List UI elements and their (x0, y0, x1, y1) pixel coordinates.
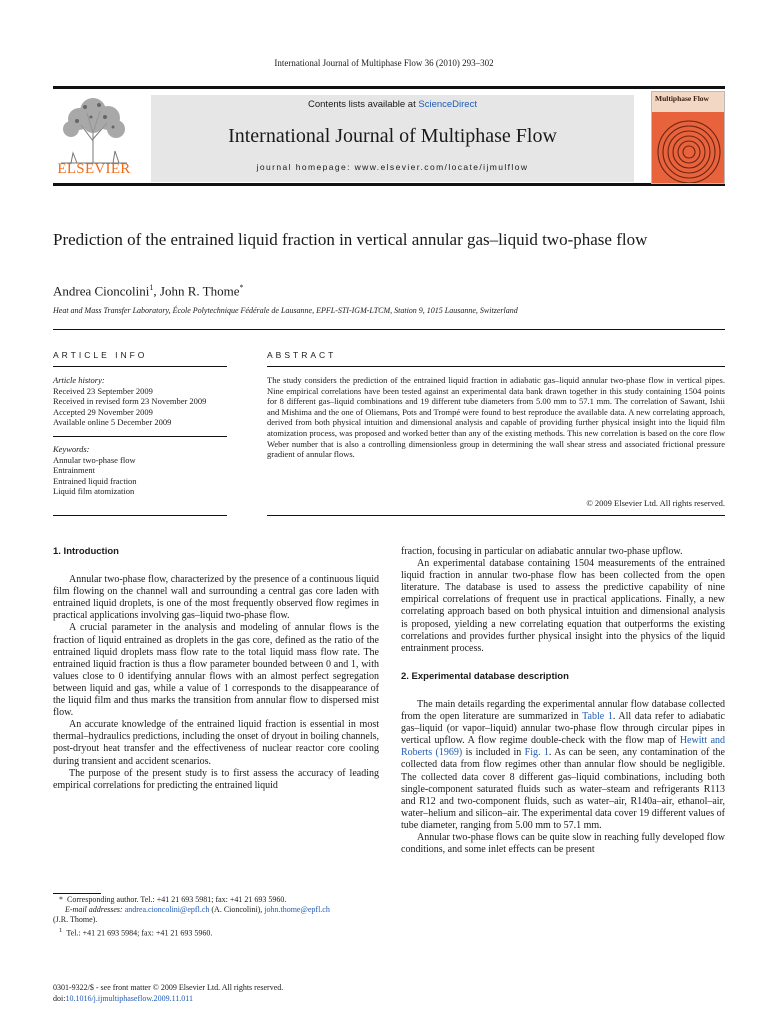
email-link-thome[interactable]: john.thome@epfl.ch (264, 905, 330, 915)
article-history (53, 375, 227, 428)
email-label: E-mail addresses: (65, 905, 123, 915)
body-paragraph: A crucial parameter in the analysis and modeling of annular flows is the fraction of liquid entrained as droplets in the gas core, defined as the ratio of the entrained liquid droplets mass flow rate to the total liquid mass flow rate. The entrained liquid fraction is thus a flow parameter bounded between 0 and 1, with values close to 0 identifying annular flows with an almost perfect segregation between liquid and gas, while a value of 1 corresponds to the disappearance of the liquid film and thus marks the transition from annular flow to dispersed mist flow. (53, 622, 379, 719)
footnote-text: Tel.: +41 21 693 5984; fax: +41 21 693 5960. (66, 928, 213, 938)
author-separator: , (153, 283, 160, 299)
footnote-corresponding (53, 895, 379, 905)
article-info-heading: ARTICLE INFO (53, 350, 148, 360)
footnotes (53, 895, 379, 938)
history-item: Accepted 29 November 2009 (53, 406, 153, 417)
elsevier-tree-icon (53, 93, 135, 165)
footnote-divider (53, 893, 101, 894)
paper-title: Prediction of the entrained liquid fraction in vertical annular gas–liquid two-phase flow (53, 230, 648, 249)
author-thome[interactable]: John R. Thome (159, 283, 240, 299)
history-item: Received 23 September 2009 (53, 385, 153, 396)
section-title: 1. Introduction (53, 546, 119, 557)
journal-title: International Journal of Multiphase Flow (228, 125, 557, 147)
elsevier-wordmark: ELSEVIER (57, 161, 131, 177)
paragraph-text: The main details regarding the experimental annular flow database collected from the open literature are summarized in (401, 698, 725, 723)
divider (53, 436, 227, 437)
body-paragraph: The purpose of the present study is to first assess the accuracy of leading empirical correlations for predicting the entrained liquid (53, 767, 379, 791)
body-paragraph: An accurate knowledge of the entrained liquid fraction is essential in most thermal–hydraulics predictions, including the onset of dryout in boiling channels, post-dryout heat transfer and the effectiveness of nuclear reactor core cooling during transient and accident scenarios. (53, 719, 379, 767)
footnote-text: Corresponding author. Tel.: +41 21 693 5981; fax: +41 21 693 5960. (67, 895, 287, 904)
body-paragraph: An experimental database containing 1504 measurements of the entrained liquid fraction in annular two-phase flow has been collected from the open literature. The database is used to assess the predictive capability of nine empirical correlations of frequent use in practical applications. Finally, a new correlating approach based on both physical intuition and dimensional analysis is proposed, yielding a new correlating equation that outperforms the existing correlations and provides further physical insight into the physics of the liquid entrainment process. (401, 558, 725, 654)
table-1-link[interactable]: Table 1 (582, 711, 613, 723)
cover-title: Multiphase Flow (655, 94, 709, 103)
email-owner: (J.R. Thome). (53, 915, 98, 925)
history-item: Received in revised form 23 November 2009 (53, 396, 207, 406)
contents-prefix: Contents lists available at (308, 99, 419, 110)
abstract-text: The study considers the prediction of the entrained liquid fraction in adiabatic gas–liquid annular two-phase flow in vertical pipes. Nine empirical correlations have been tested against an experimental data bank drawn together in this study containing 1504 points for 8 different gas–liquid combinations and 19 different tube diameters from 5.00 mm to 57.1 mm. The correlation of Sawant, Ishii and Mishima and the one of Oliemans, Pots and Trompé were found to best reproduce the available data. A new correlating approach, derived from both physical intuition and dimensional analysis and capable of providing further physical insight into the liquid film atomization process, was proposed and worked better than any of the existing methods. This new correlation is based on the core flow Weber number that is also a controlling dimensionless group in determining the wall shear stress and associated frictional pressure gradient of annular flows. (267, 375, 725, 460)
author-footnote-mark[interactable]: 1 (149, 283, 154, 292)
affiliation: Heat and Mass Transfer Laboratory, École Polytechnique Fédérale de Lausanne, EPFL-STI-IGM-LTCM, Station 9, 1015 Lausanne, Switzerland (53, 306, 518, 315)
doi-prefix: doi: (53, 994, 66, 1003)
corresponding-author-mark[interactable]: * (239, 283, 244, 292)
sciencedirect-link[interactable]: ScienceDirect (418, 99, 477, 110)
email-link-cioncolini[interactable]: andrea.cioncolini@epfl.ch (124, 905, 210, 915)
doi-line (53, 993, 283, 1004)
divider (267, 366, 725, 367)
paragraph-text: . As can be seen, any contamination of the collected data from flow regimes other than annular flow should be negligible. The collected data cover 8 different gas–liquid combinations, including both single-component saturated fluids such as water–steam and refrigerants R113 and R12 and two-component fluids, such as water–air, R140a–air, ethanol–air, water–helium and silicon–air. The experimental data cover 19 different values of tube diameter, ranging from 5.00 mm to 57.1 mm. (401, 747, 725, 831)
issn-line: 0301-9322/$ - see front matter © 2009 Elsevier Ltd. All rights reserved. (53, 983, 284, 992)
cover-pattern-icon (652, 92, 725, 184)
footnote-emails (53, 905, 379, 915)
body-column-left (53, 546, 379, 792)
author-cioncolini[interactable]: Andrea Cioncolini (53, 283, 150, 299)
body-column-right (401, 546, 725, 856)
paragraph-text: . All data refer to adiabatic gas–liquid (or vapor–liquid) annular two-phase flow through circular pipes in vertical upflow. A flow regime double-check with the flow map of (401, 711, 725, 747)
journal-masthead (53, 86, 725, 186)
doi-link[interactable]: 10.1016/j.ijmultiphaseflow.2009.11.011 (65, 994, 193, 1003)
divider (53, 366, 227, 367)
journal-cover-image[interactable] (651, 91, 725, 184)
footnote-mark: 1 (59, 926, 63, 934)
divider (267, 515, 725, 516)
footnote-phone (53, 926, 379, 939)
abstract-copyright: © 2009 Elsevier Ltd. All rights reserved. (586, 498, 725, 508)
keyword-item: Entrainment (53, 465, 96, 475)
keyword-item: Entrained liquid fraction (53, 475, 137, 486)
body-paragraph: Annular two-phase flows can be quite slow in reaching fully developed flow conditions, and some inlet effects can be present (401, 831, 725, 856)
section-title: 2. Experimental database description (401, 670, 569, 682)
issn-doi-block (53, 982, 283, 1004)
keywords-label: Keywords: (53, 444, 90, 454)
journal-banner (151, 95, 634, 182)
email-owner: (A. Cioncolini), (209, 905, 265, 915)
body-paragraph: Annular two-phase flow, characterized by the presence of a continuous liquid film flowing on the channel wall and surrounding a central gas core laden with entrained liquid droplets, is one of the most frequently observed flow regimes in practical applications involving gas–liquid two-phase flow. (53, 574, 379, 622)
footnote-mark: * (59, 895, 63, 904)
keyword-item: Liquid film atomization (53, 486, 135, 496)
keywords (53, 444, 227, 497)
history-label: Article history: (53, 375, 105, 385)
divider (53, 329, 725, 330)
abstract-heading: ABSTRACT (267, 350, 337, 360)
journal-homepage-link[interactable]: journal homepage: www.elsevier.com/locate/ijmulflow (256, 162, 529, 172)
history-item: Available online 5 December 2009 (53, 417, 172, 427)
contents-line (151, 99, 634, 110)
author-list (53, 283, 243, 299)
figure-1-link[interactable]: Fig. 1 (524, 747, 549, 759)
elsevier-logo[interactable] (53, 93, 135, 183)
keyword-item: Annular two-phase flow (53, 454, 136, 465)
paragraph-text: is included in (462, 747, 525, 759)
divider (53, 515, 227, 516)
body-paragraph: fraction, focusing in particular on adiabatic annular two-phase upflow. (401, 546, 683, 557)
hewitt-roberts-citation-link[interactable]: Hewitt and Roberts (1969) (401, 735, 726, 759)
body-paragraph (401, 699, 725, 832)
running-head: International Journal of Multiphase Flow 36 (2010) 293–302 (274, 58, 494, 68)
